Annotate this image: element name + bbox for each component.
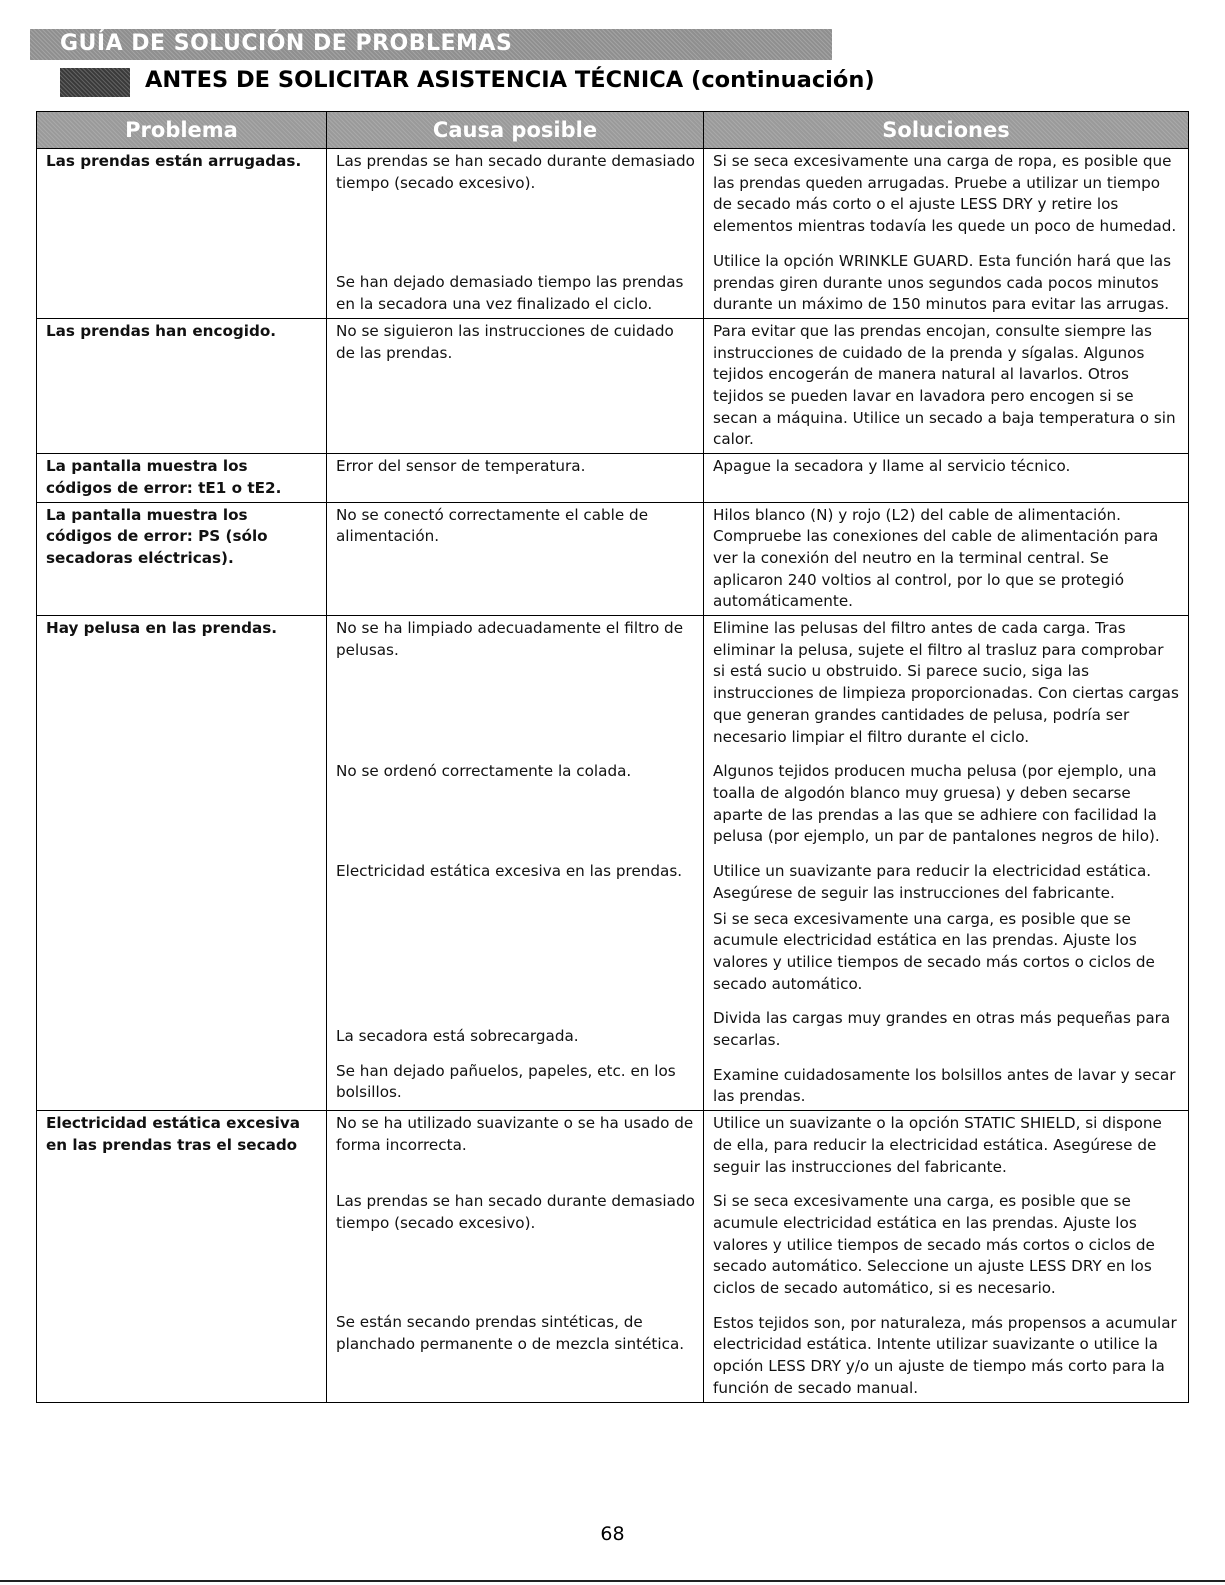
problem-cell [37,1111,327,1402]
solution-text: Algunos tejidos producen mucha pelusa (por ejemplo, una toalla de algodón blanco muy gruesa) y deben secarse aparte de las prendas a las que se adhiere con facilidad la pelusa (por ejemplo, un par de pantalones negros de hilo). [713,762,1160,846]
cause-text: Se han dejado demasiado tiempo las prendas en la secadora una vez finalizado el ciclo. [336,273,684,313]
solution-text: Si se seca excesivamente una carga de ropa, es posible que las prendas queden arrugadas. Pruebe a utilizar un tiempo de secado más corto o el ajuste LESS DRY y retire los elementos mientras todavía les quede un poco de humedad. [713,152,1177,236]
table-header-row [37,112,1189,149]
solution-text: Utilice un suavizante o la opción STATIC SHIELD, si dispone de ella, para reducir la electricidad estática. Asegúrese de seguir las instrucciones del fabricante. [713,1114,1162,1176]
solution-cell [704,502,1189,616]
column-header-solutions: Soluciones [704,112,1189,149]
cause-text: Las prendas se han secado durante demasiado tiempo (secado excesivo). [336,152,695,192]
solution-cell [704,454,1189,502]
cause-cell [327,502,704,616]
problem-cell [37,454,327,502]
cause-text: Se están secando prendas sintéticas, de planchado permanente o de mezcla sintética. [336,1313,685,1353]
section-title: ANTES DE SOLICITAR ASISTENCIA TÉCNICA (continuación) [145,67,875,93]
solution-text: Divida las cargas muy grandes en otras más pequeñas para secarlas. [713,1009,1171,1050]
table-row [37,318,1189,453]
cause-text: Electricidad estática excesiva en las prendas. [336,862,683,881]
cause-cell [327,616,704,1111]
column-header-cause: Causa posible [327,112,704,149]
section-banner [30,29,832,60]
solution-cell [704,616,1189,1111]
problem-text: Hay pelusa en las prendas. [46,619,278,638]
table-row [37,454,1189,502]
cause-text: No se ha utilizado suavizante o se ha usado de forma incorrecta. [336,1114,694,1154]
solution-cell [704,149,1189,319]
column-header-problem: Problema [37,112,327,149]
problem-cell [37,318,327,453]
problem-cell [37,149,327,319]
cause-cell [327,149,704,319]
cause-text: Error del sensor de temperatura. [336,457,586,476]
troubleshooting-table [36,111,1189,1403]
problem-text: Las prendas están arrugadas. [46,152,302,170]
cause-cell [327,1111,704,1402]
solution-text: Si se seca excesivamente una carga, es posible que se acumule electricidad estática en las prendas. Ajuste los valores y utilice tiempos de secado más cortos o ciclos de secado automático. [713,909,1155,993]
table-row [37,149,1189,319]
cause-text: No se siguieron las instrucciones de cuidado de las prendas. [336,321,674,362]
cause-text: Se han dejado pañuelos, papeles, etc. en los bolsillos. [336,1061,676,1102]
cause-cell [327,318,704,453]
cause-text: No se ordenó correctamente la colada. [336,762,632,781]
table-row [37,1111,1189,1402]
solution-text: Utilice la opción WRINKLE GUARD. Esta función hará que las prendas giren durante unos segundos cada pocos minutos durante un máximo de 150 minutos para evitar las arrugas. [713,251,1171,314]
problem-text: La pantalla muestra los códigos de error: tE1 o tE2. [46,457,282,497]
solution-text: Si se seca excesivamente una carga, es posible que se acumule electricidad estática en las prendas. Ajuste los valores y utilice tiempos de secado más cortos o ciclos de secado automático. Seleccione un ajuste LESS DRY en los ciclos de secado automático, si es necesario. [713,1192,1155,1298]
problem-text: La pantalla muestra los códigos de error: PS (sólo secadoras eléctricas). [46,505,268,567]
bottom-divider [0,1580,1225,1582]
page-number: 68 [600,1523,625,1545]
section-marker [60,68,130,97]
solution-text: Elimine las pelusas del filtro antes de cada carga. Tras eliminar la pelusa, sujete el filtro al trasluz para comprobar si está sucio u obstruido. Si parece sucio, siga las instrucciones de limpieza proporcionadas. Con ciertas cargas que generan grandes cantidades de pelusa, podría ser necesario limpiar el filtro durante el ciclo. [713,619,1179,746]
cause-text: No se ha limpiado adecuadamente el filtro de pelusas. [336,619,684,659]
solution-text: Estos tejidos son, por naturaleza, más propensos a acumular electricidad estática. Intente utilizar suavizante o utilice la opción LESS DRY y/o un ajuste de tiempo más corto para la función de secado manual. [713,1313,1177,1397]
table-row [37,616,1189,1111]
solution-text: Examine cuidadosamente los bolsillos antes de lavar y secar las prendas. [713,1065,1176,1106]
solution-text: Apague la secadora y llame al servicio técnico. [713,457,1071,476]
solution-text: Hilos blanco (N) y rojo (L2) del cable de alimentación. Compruebe las conexiones del cable de alimentación para ver la conexión del neutro en la terminal central. Se aplicaron 240 voltios al control, por lo que se protegió automáticamente. [713,505,1159,611]
problem-text: Las prendas han encogido. [46,321,277,340]
table-row [37,502,1189,616]
problem-cell [37,502,327,616]
cause-text: La secadora está sobrecargada. [336,1027,579,1046]
solution-text: Utilice un suavizante para reducir la electricidad estática. Asegúrese de seguir las instrucciones del fabricante. [713,862,1152,902]
solution-cell [704,318,1189,453]
cause-text: No se conectó correctamente el cable de alimentación. [336,505,649,546]
solution-text: Para evitar que las prendas encojan, consulte siempre las instrucciones de cuidado de la prenda y sígalas. Algunos tejidos encogerán de manera natural al lavarlos. Otros tejidos se pueden lavar en lavadora pero encogen si se secan a máquina. Utilice un secado a baja temperatura o sin calor. [713,321,1176,449]
cause-text: Las prendas se han secado durante demasiado tiempo (secado excesivo). [336,1192,695,1232]
cause-cell [327,454,704,502]
problem-text: Electricidad estática excesiva en las prendas tras el secado [46,1114,300,1154]
banner-title: GUÍA DE SOLUCIÓN DE PROBLEMAS [60,31,513,56]
solution-cell [704,1111,1189,1402]
problem-cell [37,616,327,1111]
